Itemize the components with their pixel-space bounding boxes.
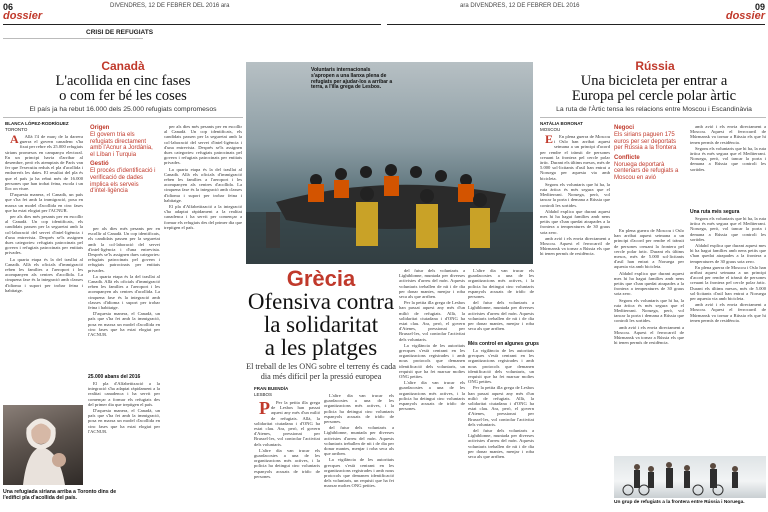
topic-label: CRISI DE REFUGIATS [86,29,154,36]
grecia-byline-name: FRAN BUENDÍA [254,386,289,391]
canada-sidebox-text-1: El govern tria els refugiats directament amb l'Acnur a Jordània, el Líban i Turquia [90,132,153,158]
running-head-right: ara DIVENDRES, 12 DE FEBRER DEL 2016 [460,3,580,9]
russia-headline-line1: Una bicicleta per entrar a [580,73,728,89]
russia-column-4 [690,216,766,456]
canada-dropcap: A [10,134,19,146]
russia-col3b-text: Segons els voluntaris que hi ha, la ruta àrtica és més segura que el Mediterrani. Noruega, però, vol tancar la porta i demana a Rússia que controli les sortides. [690,145,766,172]
russia-deck-rule [540,117,766,118]
grecia-col3b-text: Per la petita illa grega de Lesbos han passat aquest any més d'un milió de refugiats. Allà, la solidaritat ciutadana i d'ONG ha estat clau. Ara, però, el govern d'Atenes, pressionat per Brussel·les, vol controlar l'activitat dels voluntaris. [399,300,465,342]
canada-headline-line2: o com fer bé les coses [59,87,187,104]
canada-col1-text: Allà l'4 de març de la darrera guerra el govern canadenc s'ha fixat per rebre els 25.000 refugiats sirians promesos en campanya electoral. En un principi havia d'arribar al desembre, però els atemptats de París van fer que l'executiu reduís el pla d'acollida i endarrerís les dates. El resultat del pla és que el país ja ha rebut més de 16.000 persones que han trobat feina, escola i un lloc on viure. [5,134,83,192]
russia-col1-text: En plena guerra de Moscou i Oslo han arribat aquest setmana a un principi d'acord per rendre el trànsit de persones creuant la frontera pel cercle polar àrtic. Durant els últims mesos, més de 5.000 sol·licitants d'asil han entrat a Noruega per aquesta via amb bicicleta. [540,134,610,181]
grecia-headline-line3: a les platges [264,335,378,360]
russia-sidebox [614,125,680,185]
grecia-col1-text: Per la petita illa grega de Lesbos han passat aquest any més d'un milió de refugiats. Allà, la solidaritat ciutadana i d'ONG ha estat clau. Ara, però, el govern d'Atenes, pressionat per Brussel·les, vol controlar l'activitat dels voluntaris. [254,400,320,447]
canada-col1c-text: per als dies més pesants per en escollir al Canadà. Un cop identificats, els candidats passen per la seguretat amb la col·laboració del servei d'intel·ligència i d'una entrevista. Després se'ls assignen dues categories: refugiats patrocinats pel govern i refugiats patrocinats per entitats privades. [5,214,83,256]
canada-sidebox-title-1: Origen [90,125,110,131]
header-rule-right [387,24,765,25]
russia-sidebox-text-2: Noruega deportarà centenars de refugiats a Moscou en avió [614,161,679,181]
russia-col2d-text: amb avió i els envia directament a Moscou. Aquest el ferrocarril de Múrmansk va tornar a Rússia els que hi tenen permís de residència. [614,324,684,346]
canada-kicker: Canadà [101,59,145,73]
russia-photo-caption: Un grup de refugiats a la frontera entre Rússia i Noruega. [614,500,745,505]
russia-col1c-text: Aldahd explica que durant aquest mes hi ha hagut famílies amb nens petits que s'han quedat atrapades a la frontera a temperatures de 30 graus sota zero. [540,208,610,235]
canada-col4-text: El pla d'Alfabetització a la integració s'ha adaptat ràpidament a la realitat canadenca i ha servit per començar a formar els refugiats des del primer dia que trepitgen el país. [88,381,160,407]
grecia-col1b-text: L'altre dia van trucar els guardacostes a una de les organitzacions més actives, i la policia ha detingut cinc voluntaris espanyols acusats de tràfic de persones. [254,447,320,479]
canada-column-1 [5,134,83,402]
russia-byline-place: MOSCOU [540,126,561,132]
lesbos-photo [246,62,533,264]
russia-headline-line2: Europa pel cercle polar àrtic [571,87,737,104]
canada-deck-rule [3,117,243,118]
page-number-left: 06 [3,2,14,12]
russia-sidebox-title-1: Negoci [614,125,635,131]
russia-col1d-text: amb avió i els envia directament a Moscou. Aquest el ferrocarril de Múrmansk va tornar a Rússia els que hi tenen permís de residència. [540,235,610,257]
russia-sidebox-text-1: Els sirians paguen 175 euros per ser deportats per Rússia a la frontera [614,132,677,152]
canada-sidebox-title-2: Gestió [90,161,109,168]
grecia-col2b-text: del futur dels voluntaris a Lightblonne, muntada per diverses activistes d'arreu del món. Aquests voluntaris treballen de nit i de dia per donar mantes, menjar i roba seca als que arriben. [324,425,394,457]
page-number-right: 09 [754,2,765,12]
canada-photo-caption: Una refugiada siriana arriba a Toronto dins de l'edifici pla d'acollida del país. [3,489,117,501]
grecia-kicker: Grècia [286,266,356,291]
canada-col2c-text: D'aquesta manera, el Canadà, un país que s'ha fet amb la immigració, posa en marxa un model d'acollida en cinc fases que ha estat elogiat per l'ACNUR. [88,311,160,338]
grecia-column-4 [468,268,534,338]
canada-photo [3,405,83,485]
canada-headline [3,74,243,104]
canada-col2b-text: La quarta etapa és la del trasllat al Canadà. Allà els oficials d'immigració reben les famílies a l'aeroport i les acompanyen als centres d'acollida. La cinquena fase és la integració amb classes d'idioma i suport per trobar feina i habitatge. [88,273,160,311]
section-label-left: dossier [3,10,43,22]
canada-byline [5,121,85,132]
grecia-headline-line1: Ofensiva contra [247,289,395,314]
russia-col4c-text: En plena guerra de Moscou i Oslo han arribat aquest setmana a un principi d'acord per rendre el trànsit de persones creuant la frontera pel cercle polar àrtic. Durant els últims mesos, més de 5.000 sol·licitants d'asil han entrat a Noruega per aquesta via amb bicicleta. [690,264,766,302]
running-head-left: DIVENDRES, 12 DE FEBRER DEL 2016 ara [110,3,230,9]
grecia-col4b-text: del futur dels voluntaris a Lightblonne, muntada per diverses activistes d'arreu del món. Aquests voluntaris treballen de nit i de dia per donar mantes, menjar i roba seca als que arriben. [468,300,534,332]
russia-byline [540,121,610,132]
grecia-byline [254,386,324,397]
canada-col1b-text: D'aquesta manera, el Canadà, un país que s'ha fet amb la immigració, posa en marxa un model d'acollida en cinc fases que ha estat elogiat per l'ACNUR. [5,192,83,213]
grecia-headline [246,290,396,359]
canada-photo-figure [3,405,83,485]
lesbos-photo-caption: Voluntaris internacionals s'apropen a una llanxa plena de refugiats per ajudar-los a arribar a terra, a l'illa grega de Lesbos. [311,67,393,91]
russia-column-1 [540,134,610,454]
russia-deck: La ruta de l'Àrtic tensa les relacions entre Moscou i Escandinàvia [556,106,752,113]
canada-sidebox [90,125,158,198]
canada-deck: El país ja ha rebut 16.000 dels 25.000 refugiats compromesos [29,106,217,113]
russia-subhead: Una ruta més segura [690,209,740,215]
canada-byline-place: TORONTO [5,126,28,132]
grecia-col5-text: La vigilància de les autoritats grecques s'està centrant en les organitzacions registrades i amb nous protocols que demanen identificació dels voluntaris, un requisit que ha fet marxar moltes ONG petites. [468,348,534,385]
canada-col4b-text: D'aquesta manera, el Canadà, un país que s'ha fet amb la immigració, posa en marxa un model d'acollida en cinc fases que ha estat elogiat per l'ACNUR. [88,408,160,434]
grecia-col2-text: L'altre dia van trucar els guardacostes a una de les organitzacions més actives, i la policia ha detingut cinc voluntaris espanyols acusats de tràfic de persones. [324,393,394,425]
russia-col3-text: amb avió i els envia directament a Moscou. Aquest el ferrocarril de Múrmansk va tornar a Rússia els que hi tenen permís de residència. [690,124,766,145]
grecia-col3-text: del futur dels voluntaris a Lightblonne, muntada per diverses activistes d'arreu del món. Aquests voluntaris treballen de nit i de dia per donar mantes, menjar i roba seca als que arriben. [399,268,465,300]
grecia-col2c-text: La vigilància de les autoritats grecques s'està centrant en les organitzacions registrades i amb nous protocols que demanen identificació dels voluntaris, un requisit que ha fet marxar moltes ONG petites. [324,457,394,489]
canada-headline-line1: L'acollida en cinc fases [55,73,191,89]
russia-col2-text: En plena guerra de Moscou i Oslo han arribat aquest setmana a un principi d'acord per rendre el trànsit de persones creuant la frontera pel cercle polar àrtic. Durant els últims mesos, més de 5.000 sol·licitants d'asil han entrat a Noruega per aquesta via amb bicicleta. [614,228,684,270]
grecia-col4-text: L'altre dia van trucar els guardacostes a una de les organitzacions més actives, i la policia ha detingut cinc voluntaris espanyols acusats de tràfic de persones. [468,268,534,300]
russia-col1b-text: Segons els voluntaris que hi ha, la ruta àrtica és més segura que el Mediterrani. Noruega, però, vol tancar la porta i demana a Rússia que controli les sortides. [540,181,610,208]
grecia-byline-place: LESBOS [254,391,273,397]
russia-column-3 [690,124,766,206]
canada-column-3 [164,124,242,410]
canada-col1d-text: La quarta etapa és la del trasllat al Canadà. Allà els oficials d'immigració reben les famílies a l'aeroport i les acompanyen als centres d'acollida. La cinquena fase és la integració amb classes d'idioma i suport per trobar feina i habitatge. [5,256,83,293]
grecia-col3c-text: La vigilància de les autoritats grecques s'està centrant en les organitzacions registrades i amb nous protocols que demanen identificació dels voluntaris, un requisit que ha fet marxar moltes ONG petites. [399,342,465,380]
topic-rule [3,38,143,39]
grecia-col5c-text: del futur dels voluntaris a Lightblonne, muntada per diverses activistes d'arreu del món. Aquests voluntaris treballen de nit i de dia per donar mantes, menjar i roba seca als que arriben. [468,428,534,460]
section-label-right: dossier [725,10,765,22]
russia-col4-text: Segons els voluntaris que hi ha, la ruta àrtica és més segura que el Mediterrani. Noruega, però, vol tancar la porta i demana a Rússia que controli les sortides. [690,216,766,242]
canada-subhead: 25.000 abans del 2016 [88,374,141,380]
russia-column-2 [614,228,684,454]
grecia-column-5 [468,348,534,506]
canada-byline-name: BLANCA LÓPEZ-RODRÍGUEZ [5,121,69,126]
russia-headline [540,74,768,104]
russia-dropcap: E [545,134,554,146]
canada-column-4 [88,381,160,501]
canada-col2-text: per als dies més pesants per en escollir al Canadà. Un cop identificats, els candidats passen per la seguretat amb la col·laboració del servei d'intel·ligència i d'una entrevista. Després se'ls assignen dues categories: refugiats patrocinats pel govern i refugiats patrocinats per entitats privades. [88,226,160,273]
russia-col2c-text: Segons els voluntaris que hi ha, la ruta àrtica és més segura que el Mediterrani. Noruega, però, vol tancar la porta i demana a Rússia que controli les sortides. [614,297,684,324]
canada-sidebox-text-2: El procés d'identificació i verificació de dades implica els serveis d'intel·ligència [90,168,156,195]
lesbos-photo-scene [246,62,533,264]
russia-sidebox-title-2: Conflicte [614,154,640,161]
grecia-headline-line2: la solidaritat [263,312,379,337]
russia-photo [614,456,766,498]
russia-photo-scene [614,456,766,498]
russia-col2b-text: Aldahd explica que durant aquest mes hi ha hagut famílies amb nens petits que s'han quedat atrapades a la frontera a temperatures de 30 graus sota zero. [614,270,684,297]
grecia-col5b-text: Per la petita illa grega de Lesbos han passat aquest any més d'un milió de refugiats. Allà, la solidaritat ciutadana i d'ONG ha estat clau. Ara, però, el govern d'Atenes, pressionat per Brussel·les, vol controlar l'activitat dels voluntaris. [468,385,534,427]
grecia-column-3 [399,268,465,506]
header-rule-left [3,24,381,25]
canada-col3c-text: El pla d'Alfabetització a la integració s'ha adaptat ràpidament a la realitat canadenca i ha servit per començar a formar els refugiats des del primer dia que trepitgen el país. [164,204,242,230]
russia-byline-name: NATÀLIA BORONAT [540,121,583,126]
canada-col3-text: per als dies més pesants per en escollir al Canadà. Un cop identificats, els candidats passen per la seguretat amb la col·laboració del servei d'intel·ligència i d'una entrevista. Després se'ls assignen dues categories: refugiats patrocinats pel govern i refugiats patrocinats per entitats privades. [164,124,242,166]
grecia-subhead: Més control en algunes grups [468,341,539,347]
grecia-column-2 [324,393,394,505]
canada-col3b-text: La quarta etapa és la del trasllat al Canadà. Allà els oficials d'immigració reben les famílies a l'aeroport i les acompanyen als centres d'acollida. La cinquena fase és la integració amb classes d'idioma i suport per trobar feina i habitatge. [164,166,242,203]
grecia-col3d-text: L'altre dia van trucar els guardacostes a una de les organitzacions més actives, i la policia ha detingut cinc voluntaris espanyols acusats de tràfic de persones. [399,380,465,412]
russia-col4d-text: amb avió i els envia directament a Moscou. Aquest el ferrocarril de Múrmansk va tornar a Rússia els que hi tenen permís de residència. [690,302,766,323]
grecia-dropcap: P [259,400,270,418]
russia-kicker: Rússia [635,59,675,73]
grecia-column-1 [254,400,320,504]
grecia-deck: El treball de les ONG sobre el terreny és cada dia més difícil per la pressió europea [246,362,396,381]
russia-col4b-text: Aldahd explica que durant aquest mes hi ha hagut famílies amb nens petits que s'han quedat atrapades a la frontera a temperatures de 30 graus sota zero. [690,243,766,264]
